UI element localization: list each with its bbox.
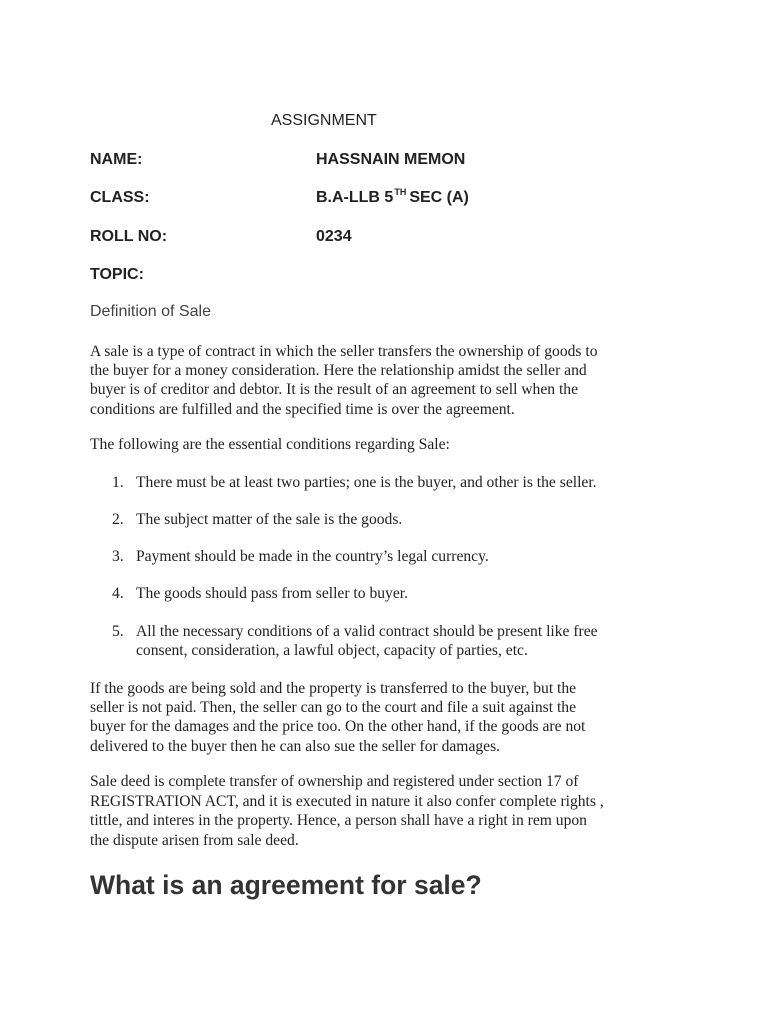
section-heading: Definition of Sale: [90, 303, 211, 320]
condition-text: Payment should be made in the country’s legal currency.: [136, 548, 489, 565]
class-value-prefix: B.A-LLB 5: [316, 189, 394, 206]
class-value-superscript: TH: [394, 187, 407, 197]
condition-number: 4.: [112, 585, 124, 602]
sale-deed-paragraph: [90, 772, 690, 850]
unpaid-line: If the goods are being sold and the property is transferred to the buyer, but the: [90, 680, 577, 697]
roll-no-label: ROLL NO:: [90, 228, 168, 245]
condition-text: [136, 622, 676, 660]
condition-line: All the necessary conditions of a valid contract should be present like free: [136, 623, 598, 640]
condition-line: consent, consideration, a lawful object, capacity of parties, etc.: [136, 642, 528, 660]
intro-line: the buyer for a money consideration. Here the relationship amidst the seller and: [90, 362, 587, 380]
name-label: NAME:: [90, 151, 143, 168]
conditions-intro: The following are the essential conditions regarding Sale:: [90, 436, 450, 453]
deed-line: REGISTRATION ACT, and it is executed in nature it also confer complete rights ,: [90, 792, 604, 810]
intro-line: A sale is a type of contract in which the seller transfers the ownership of goods to: [90, 343, 598, 360]
class-value: [316, 189, 469, 207]
intro-line: buyer is of creditor and debtor. It is the result of an agreement to sell when the: [90, 381, 579, 399]
deed-line: Sale deed is complete transfer of ownership and registered under section 17 of: [90, 773, 579, 790]
class-value-suffix: SEC (A): [409, 189, 469, 206]
condition-text: The goods should pass from seller to buyer.: [136, 585, 408, 602]
condition-number: 1.: [112, 474, 124, 491]
unpaid-seller-paragraph: [90, 679, 680, 756]
unpaid-line: buyer for the damages and the price too. On the other hand, if the goods are not: [90, 718, 586, 736]
roll-no-field-row: [90, 228, 690, 248]
condition-text: The subject matter of the sale is the goods.: [136, 511, 403, 528]
agreement-heading: What is an agreement for sale?: [90, 870, 482, 900]
unpaid-line: delivered to the buyer then he can also sue the seller for damages.: [90, 737, 501, 755]
name-value: HASSNAIN MEMON: [316, 151, 466, 168]
document-title: ASSIGNMENT: [271, 112, 377, 129]
condition-number: 3.: [112, 548, 124, 565]
unpaid-line: seller is not paid. Then, the seller can go to the court and file a suit against the: [90, 699, 577, 717]
topic-field-row: [90, 266, 690, 286]
condition-number: 2.: [112, 511, 124, 528]
deed-line: tittle, and interes in the property. Hence, a person shall have a right in rem upon: [90, 812, 587, 830]
condition-number: 5.: [112, 623, 124, 640]
class-label: CLASS:: [90, 189, 150, 206]
name-field-row: [90, 151, 690, 171]
condition-text: There must be at least two parties; one is the buyer, and other is the seller.: [136, 474, 597, 491]
intro-line: conditions are fulfilled and the specified time is over the agreement.: [90, 400, 515, 418]
intro-paragraph: [90, 342, 680, 419]
deed-line: the dispute arisen from sale deed.: [90, 831, 299, 849]
topic-label: TOPIC:: [90, 266, 144, 283]
roll-no-value: 0234: [316, 228, 352, 245]
class-field-row: [90, 189, 690, 209]
